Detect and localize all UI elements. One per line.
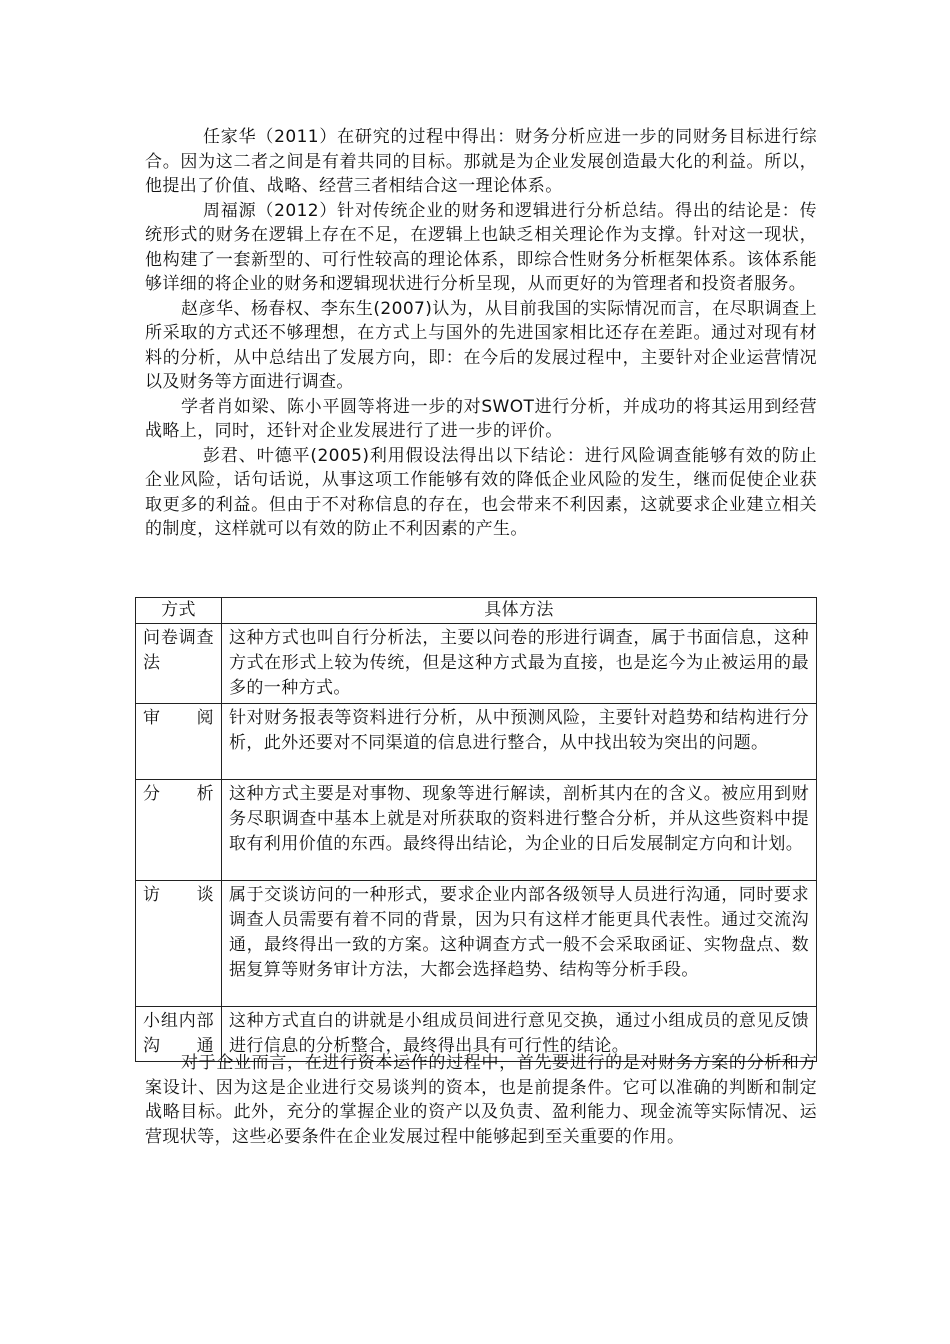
header-detail: 具体方法 [222, 598, 817, 624]
method-name: 问卷调查法 [136, 624, 222, 704]
header-method: 方式 [136, 598, 222, 624]
paragraph-xiao-ruliang: 学者肖如梁、陈小平圆等将进一步的对SWOT进行分析，并成功的将其运用到经营战略上，同时，还针对企业发展进行了进一步的评价。 [145, 396, 817, 441]
method-name: 审阅 [136, 704, 222, 780]
method-description: 这种方式主要是对事物、现象等进行解读，剖析其内在的含义。被应用到财务尽职调查中基本上就是对所获取的资料进行整合分析，并从这些资料中提取有利用价值的东西。最终得出结论，为企业的日后发展制定方向和计划。 [222, 780, 817, 881]
methods-table [135, 597, 817, 1062]
method-description: 针对财务报表等资料进行分析，从中预测风险，主要针对趋势和结构进行分析，此外还要对不同渠道的信息进行整合，从中找出较为突出的问题。 [222, 704, 817, 780]
method-name: 访谈 [136, 881, 222, 1007]
paragraph-zhou-fuyuan: 周福源（2012）针对传统企业的财务和逻辑进行分析总结。得出的结论是：传统形式的财务在逻辑上存在不足，在逻辑上也缺乏相关理论作为支撑。针对这一现状，他构建了一套新型的、可行性较高的理论体系，即综合性财务分析框架体系。该体系能够详细的将企业的财务和逻辑现状进行分析呈现，从而更好的为管理者和投资者服务。 [145, 200, 817, 294]
table-row [136, 780, 817, 881]
method-name: 分析 [136, 780, 222, 881]
paragraph-zhao-yanhua: 赵彦华、杨春权、李东生(2007)认为，从目前我国的实际情况而言，在尽职调查上所采取的方式还不够理想，在方式上与国外的先进国家相比还存在差距。通过对现有材料的分析，从中总结出了发展方向，即：在今后的发展过程中，主要针对企业运营情况以及财务等方面进行调查。 [145, 298, 817, 392]
table-row [136, 881, 817, 1007]
paragraph-peng-jun: 彭君、叶德平(2005)利用假设法得出以下结论：进行风险调查能够有效的防止企业风险，话句话说，从事这项工作能够有效的降低企业风险的发生，继而促使企业获取更多的利益。但由于不对称信息的存在，也会带来不利因素，这就要求企业建立相关的制度，这样就可以有效的防止不利因素的产生。 [145, 445, 817, 539]
table-row [136, 624, 817, 704]
method-description: 这种方式也叫自行分析法，主要以问卷的形进行调查，属于书面信息，这种方式在形式上较为传统，但是这种方式最为直接，也是迄今为止被运用的最多的一种方式。 [222, 624, 817, 704]
paragraph-ren-jiahua: 任家华（2011）在研究的过程中得出：财务分析应进一步的同财务目标进行综合。因为这二者之间是有着共同的目标。那就是为企业发展创造最大化的利益。所以，他提出了价值、战略、经营三者相结合这一理论体系。 [145, 127, 817, 196]
closing-text [145, 1051, 817, 1149]
method-name: 小组内部沟通 [136, 1007, 222, 1062]
paragraph-closing: 对于企业而言，在进行资本运作的过程中，首先要进行的是对财务方案的分析和方案设计、因为这是企业进行交易谈判的资本，也是前提条件。它可以准确的判断和制定战略目标。此外，充分的掌握企业的资产以及负责、盈利能力、现金流等实际情况、运营现状等，这些必要条件在企业发展过程中能够起到至关重要的作用。 [145, 1053, 817, 1147]
method-description: 属于交谈访问的一种形式，要求企业内部各级领导人员进行沟通，同时要求调查人员需要有着不同的背景，因为只有这样才能更具代表性。通过交流沟通，最终得出一致的方案。这种调查方式一般不会采取函证、实物盘点、数据复算等财务审计方法，大都会选择趋势、结构等分析手段。 [222, 881, 817, 1007]
body-text [145, 125, 817, 542]
method-description: 这种方式直白的讲就是小组成员间进行意见交换，通过小组成员的意见反馈进行信息的分析整合，最终得出具有可行性的结论。 [222, 1007, 817, 1062]
table-row [136, 704, 817, 780]
table-header-row [136, 598, 817, 624]
